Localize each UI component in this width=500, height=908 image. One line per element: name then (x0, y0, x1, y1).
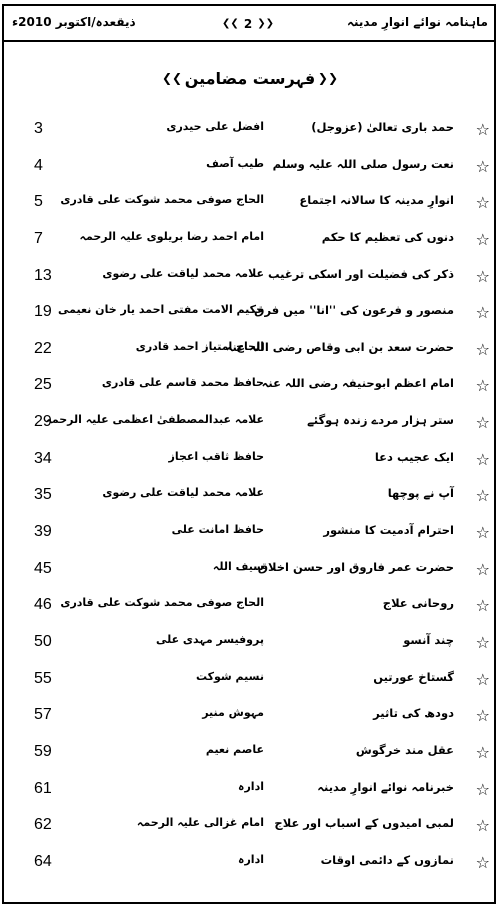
toc-entry (4, 114, 494, 151)
entry-page: 4 (34, 156, 43, 174)
entry-author: حافظ ثاقب اعجاز (168, 449, 264, 463)
entry-author: علامہ عبدالمصطفیٰ اعظمی علیہ الرحمہ (45, 413, 264, 427)
entry-author: ادارہ (238, 779, 264, 793)
star-icon: ☆ (475, 486, 490, 506)
entry-title: روحانی علاج (382, 596, 454, 611)
entry-title: لمبی امیدوں کے اسباب اور علاج (274, 816, 454, 831)
entry-title: گستاخ عورتیں (373, 669, 454, 684)
entry-page: 29 (34, 413, 52, 431)
entry-page: 57 (34, 706, 52, 724)
entry-page: 45 (34, 559, 52, 577)
entry-title: ستر ہزار مردے زندہ ہوگئے (307, 413, 454, 428)
entry-author: حافظ امانت علی (171, 523, 264, 537)
entry-page: 5 (34, 193, 43, 211)
toc-entry (4, 480, 494, 517)
entry-title: نعت رسول صلی اللہ علیہ وسلم (272, 156, 454, 171)
issue-date: ذیقعدہ/اکتوبر 2010ء (12, 15, 136, 29)
entry-title: خبرنامہ نوائے انوارِ مدینہ (317, 779, 454, 794)
ornament-left-icon: ❮❮ (222, 18, 239, 29)
toc-entry (4, 407, 494, 444)
entry-title: نمازوں کے دائمی اوقات (320, 852, 454, 867)
star-icon: ☆ (475, 523, 490, 543)
magazine-name: ماہنامہ نوائے انوارِ مدینہ (346, 15, 488, 29)
toc-entry (4, 627, 494, 664)
entry-page: 55 (34, 669, 52, 687)
entry-title: آپ نے پوچھا (387, 486, 454, 501)
star-icon: ☆ (475, 413, 490, 433)
star-icon: ☆ (475, 596, 490, 616)
star-icon: ☆ (475, 816, 490, 836)
entry-title: عقل مند خرگوش (355, 742, 454, 757)
entry-page: 34 (34, 449, 52, 467)
entry-author: امام غزالی علیہ الرحمہ (136, 816, 264, 830)
toc-title-box (162, 64, 338, 94)
entry-title: حضرت سعد بن ابی وقاص رضی اللہ عنہ (225, 339, 454, 354)
toc-entry (4, 590, 494, 627)
entry-author: امام احمد رضا بریلوی علیہ الرحمہ (79, 229, 264, 243)
entry-title: چند آنسو (403, 632, 454, 647)
entry-page: 7 (34, 229, 43, 247)
entry-title: ذکر کی فضیلت اور اسکی ترغیب (268, 266, 454, 281)
entry-author: پروفیسر مہدی علی (155, 632, 264, 646)
star-icon: ☆ (475, 120, 490, 139)
star-icon: ☆ (475, 632, 490, 652)
toc-entry (4, 517, 494, 554)
star-icon: ☆ (475, 376, 490, 396)
entry-author: الحاج صوفی محمد شوکت علی قادری (60, 596, 264, 610)
toc-entry (4, 370, 494, 407)
entry-title: حمد باری تعالیٰ (عزوجل) (311, 120, 454, 134)
star-icon: ☆ (475, 559, 490, 579)
entry-page: 22 (34, 339, 52, 357)
entry-page: 19 (34, 303, 52, 321)
star-icon: ☆ (475, 266, 490, 286)
entry-page: 25 (34, 376, 52, 394)
toc-entry (4, 554, 494, 591)
toc-entry (4, 700, 494, 737)
toc-list (4, 114, 494, 883)
entry-author: مہوش منیر (202, 706, 264, 720)
page-number: 2 (243, 17, 253, 31)
ornament-right-icon: ❯❯ (257, 18, 274, 29)
entry-title: احترام آدمیت کا منشور (323, 523, 454, 538)
entry-page: 13 (34, 266, 52, 284)
star-icon: ☆ (475, 449, 490, 469)
star-icon: ☆ (475, 852, 490, 872)
toc-entry (4, 261, 494, 298)
toc-entry (4, 297, 494, 334)
entry-author: حافظ محمد قاسم علی قادری (101, 376, 264, 390)
entry-author: ادارہ (238, 852, 264, 866)
page-frame (2, 4, 496, 904)
entry-page: 50 (34, 632, 52, 650)
entry-title: امام اعظم ابوحنیفہ رضی اللہ عنہ (261, 376, 454, 391)
entry-title: دنوں کی تعظیم کا حکم (321, 229, 454, 244)
entry-title: انوارِ مدینہ کا سالانہ اجتماع (299, 193, 454, 208)
entry-author: نسیم شوکت (195, 669, 264, 683)
star-icon: ☆ (475, 193, 490, 213)
entry-page: 61 (34, 779, 52, 797)
star-icon: ☆ (475, 156, 490, 176)
entry-page: 59 (34, 742, 52, 760)
page-number-badge (222, 14, 274, 34)
toc-title: فہرست مضامین (184, 69, 316, 88)
star-icon: ☆ (475, 339, 490, 359)
star-icon: ☆ (475, 742, 490, 762)
entry-author: علامہ محمد لیاقت علی رضوی (102, 266, 264, 280)
entry-page: 35 (34, 486, 52, 504)
toc-entry (4, 737, 494, 774)
star-icon: ☆ (475, 229, 490, 249)
entry-author: سیف اللہ (212, 559, 264, 573)
page-header (4, 6, 494, 42)
entry-author: طیب آصف (206, 156, 264, 170)
toc-entry (4, 774, 494, 811)
toc-entry (4, 334, 494, 371)
entry-author: الحاج صوفی محمد شوکت علی قادری (60, 193, 264, 207)
star-icon: ☆ (475, 706, 490, 726)
toc-entry (4, 187, 494, 224)
entry-page: 3 (34, 120, 43, 137)
star-icon: ☆ (475, 779, 490, 799)
star-icon: ☆ (475, 669, 490, 689)
entry-author: حکیم الامت مفتی احمد یار خان نعیمی (58, 303, 264, 317)
entry-title: دودھ کی تاثیر (373, 706, 454, 721)
entry-page: 64 (34, 852, 52, 870)
toc-entry (4, 444, 494, 481)
ornament-right-icon: ❮❮ (317, 71, 338, 85)
entry-page: 46 (34, 596, 52, 614)
entry-author: علامہ محمد لیاقت علی رضوی (102, 486, 264, 500)
toc-entry (4, 664, 494, 701)
star-icon: ☆ (475, 303, 490, 323)
ornament-left-icon: ❯❯ (162, 71, 183, 85)
toc-entry (4, 151, 494, 188)
entry-title: منصور و فرعون کی ''انا'' میں فرق (254, 303, 454, 318)
entry-title: حضرت عمر فاروق اور حسن اخلاق (257, 559, 454, 574)
entry-page: 39 (34, 523, 52, 541)
toc-entry (4, 224, 494, 261)
entry-author: افضل علی حیدری (166, 120, 264, 133)
entry-author: الحاج امتیاز احمد قادری (135, 339, 264, 353)
entry-author: عاصم نعیم (205, 742, 264, 756)
entry-title: ایک عجیب دعا (374, 449, 454, 464)
toc-entry (4, 810, 494, 847)
toc-entry (4, 847, 494, 884)
entry-page: 62 (34, 816, 52, 834)
